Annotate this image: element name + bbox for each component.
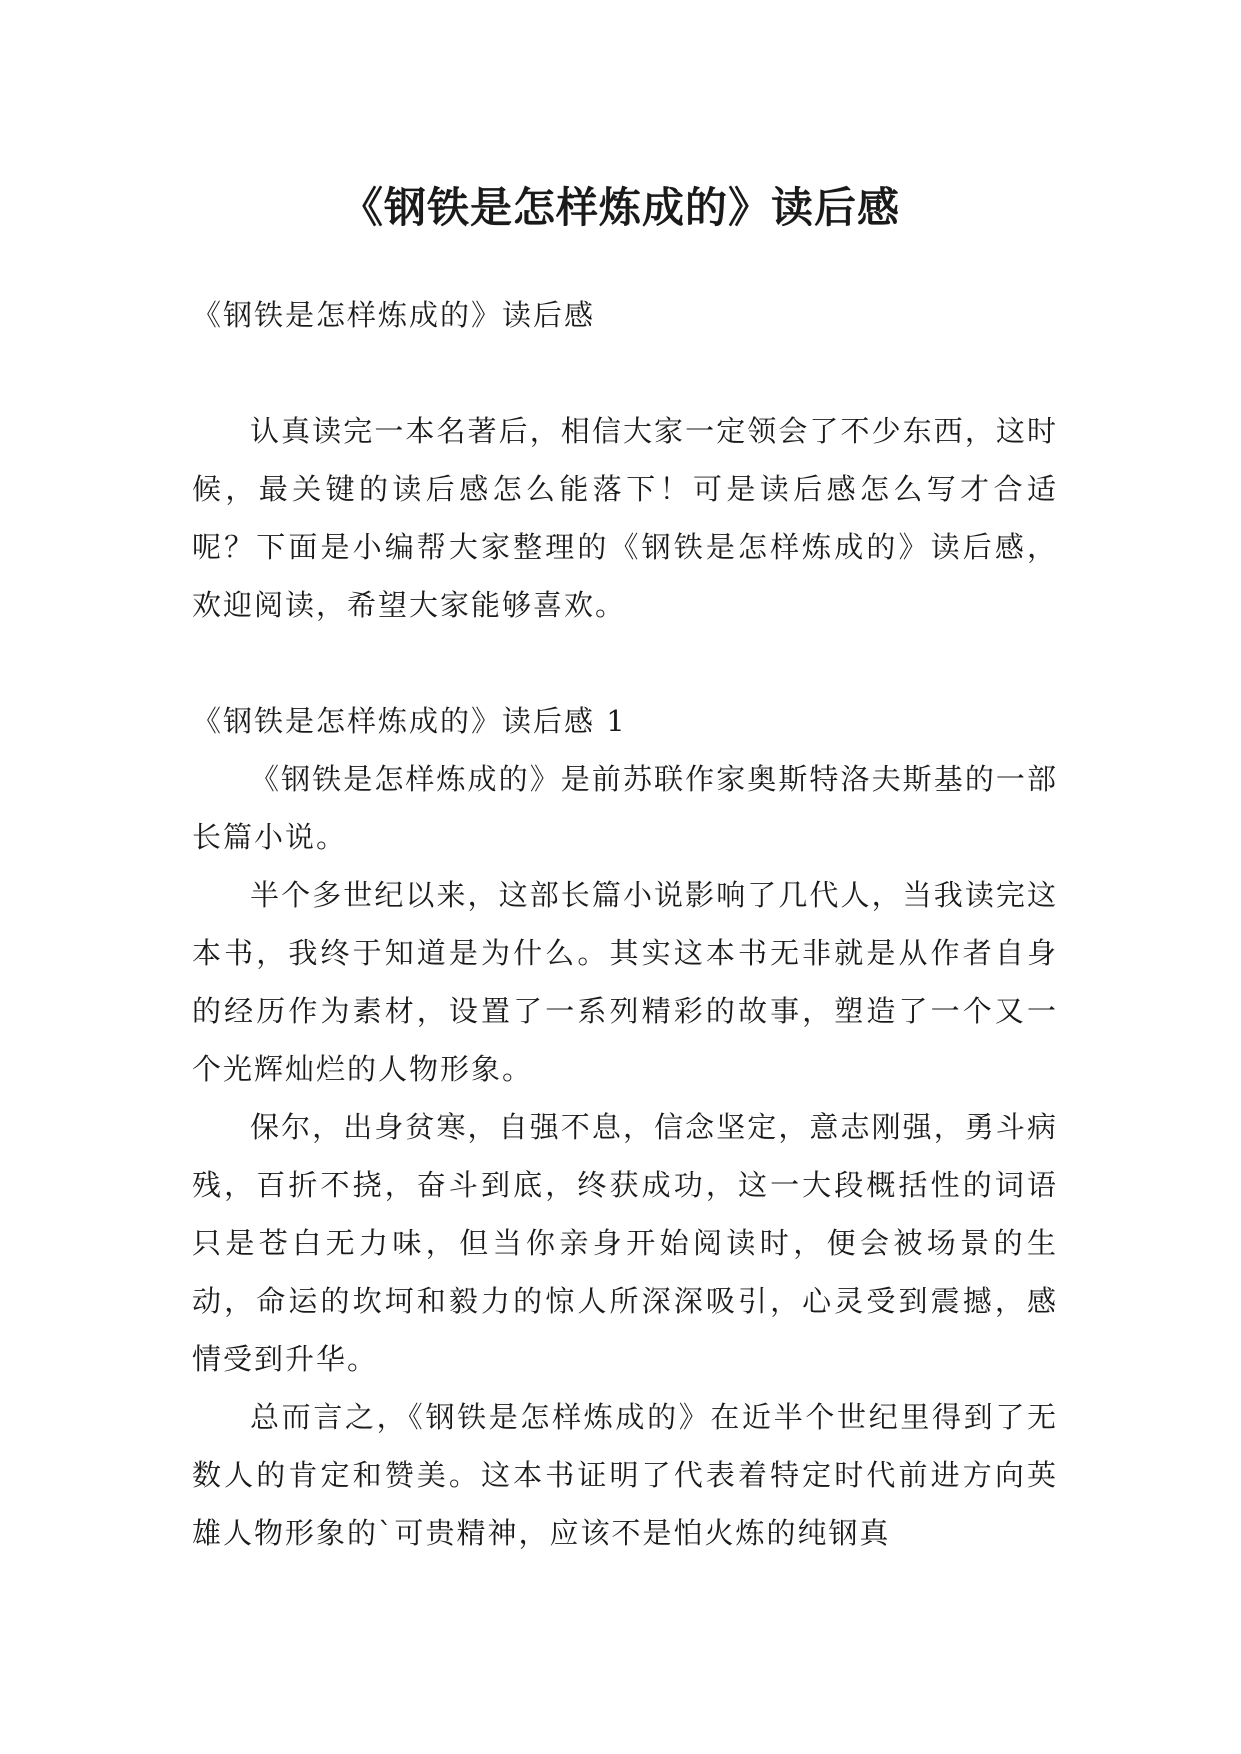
intro-section — [192, 402, 1058, 634]
section-paragraph: 《钢铁是怎样炼成的》是前苏联作家奥斯特洛夫斯基的一部长篇小说。 — [192, 762, 1058, 854]
section-paragraph: 保尔，出身贫寒，自强不息，信念坚定，意志刚强，勇斗病残，百折不挠，奋斗到底，终获成功，这一大段概括性的词语只是苍白无力味，但当你亲身开始阅读时，便会被场景的生动，命运的坎坷和毅力的惊人所深深吸引，心灵受到震撼，感情受到升华。 — [192, 1110, 1058, 1376]
section-heading: 《钢铁是怎样炼成的》读后感 1 — [192, 704, 627, 738]
subtitle-text: 《钢铁是怎样炼成的》读后感 — [192, 298, 596, 332]
review-section-1 — [192, 692, 1058, 1562]
section-paragraph: 半个多世纪以来，这部长篇小说影响了几代人，当我读完这本书，我终于知道是为什么。其实这本书无非就是从作者自身的经历作为素材，设置了一系列精彩的故事，塑造了一个又一个光辉灿烂的人物形象。 — [192, 878, 1058, 1086]
section-paragraph: 总而言之，《钢铁是怎样炼成的》在近半个世纪里得到了无数人的肯定和赞美。这本书证明了代表着特定时代前进方向英雄人物形象的`可贵精神，应该不是怕火炼的纯钢真 — [192, 1400, 1058, 1550]
document-title: 《钢铁是怎样炼成的》读后感 — [340, 183, 900, 233]
intro-paragraph: 认真读完一本名著后，相信大家一定领会了不少东西，这时候，最关键的读后感怎么能落下！可是读后感怎么写才合适呢？下面是小编帮大家整理的《钢铁是怎样炼成的》读后感，欢迎阅读，希望大家能够喜欢。 — [192, 414, 1058, 622]
document-subtitle — [192, 286, 1058, 344]
